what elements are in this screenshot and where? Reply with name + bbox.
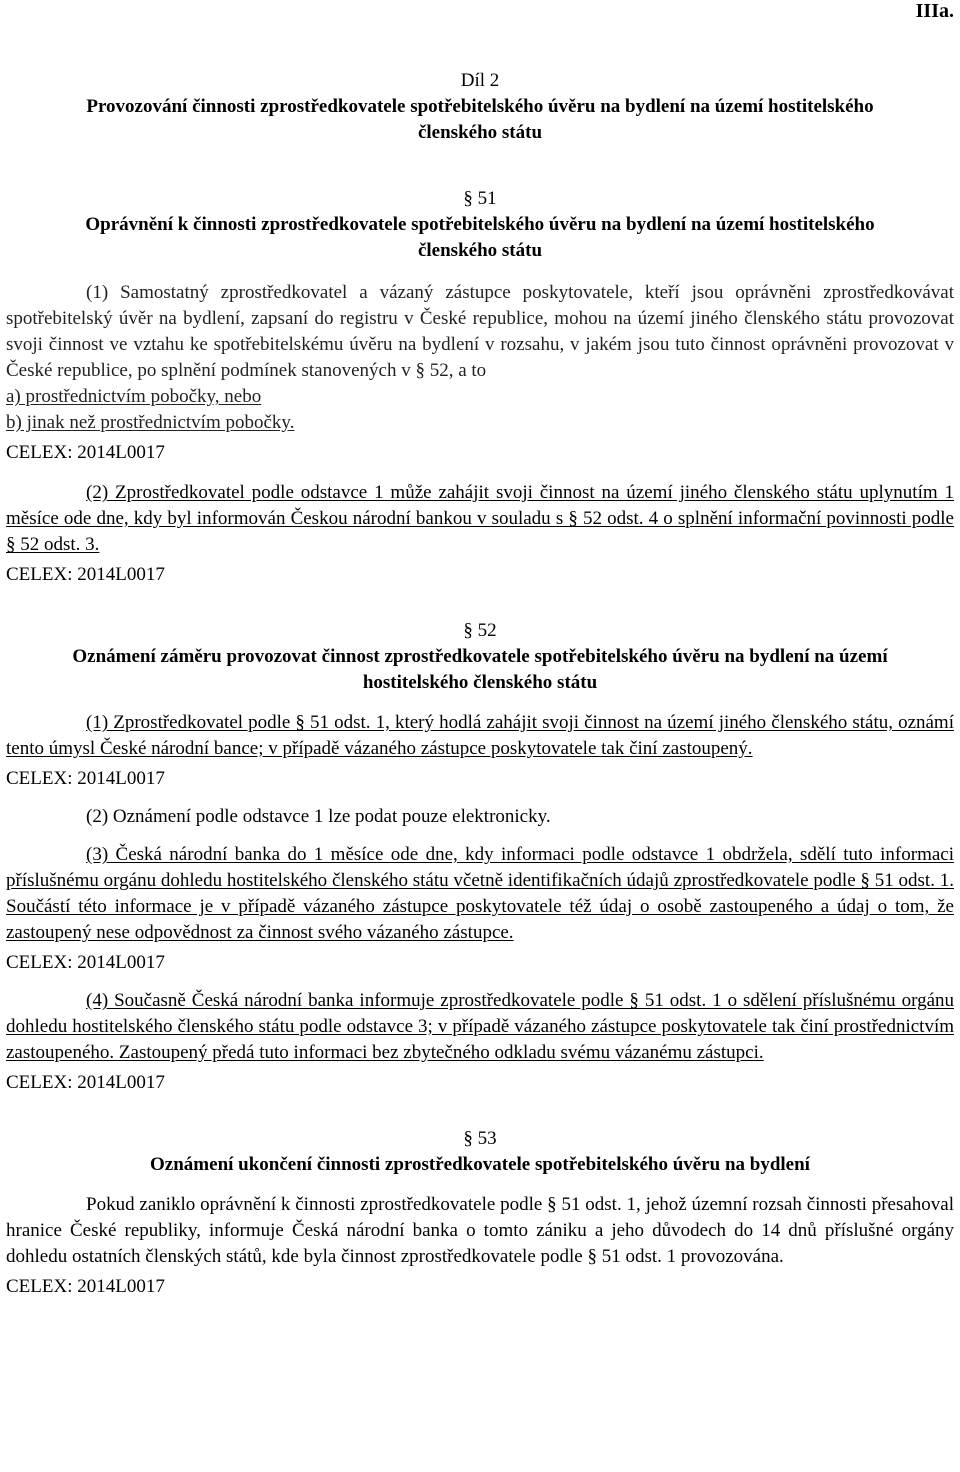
celex-reference: CELEX: 2014L0017 <box>6 1276 165 1297</box>
section-51-number: § 51 <box>463 188 497 209</box>
section-51-paragraph-2: (2) Zprostředkovatel podle odstavce 1 může zahájit svoji činnost na území jiného členského státu uplynutím 1 měsíce ode dne, kdy byl informován Českou národní bankou v souladu s § 52 odst. 4 o splnění informační povinnosti podle § 52 odst. 3. <box>6 482 954 555</box>
section-51-item-b: b) jinak než prostřednictvím pobočky. <box>6 412 295 433</box>
section-52-paragraph-4: (4) Současně Česká národní banka informuje zprostředkovatele podle § 51 odst. 1 o sdělení příslušnému orgánu dohledu hostitelského členského státu podle odstavce 3; v případě vázaného zástupce poskytovatele tak činí prostřednictvím zastoupeného. Zastoupený předá tuto informaci bez zbytečného odkladu svému vázanému zástupci. <box>6 990 954 1063</box>
division-title: Provozování činnosti zprostředkovatele spotřebitelského úvěru na bydlení na území hostitelského členského státu <box>86 96 874 143</box>
section-52-paragraph-1: (1) Zprostředkovatel podle § 51 odst. 1, který hodlá zahájit svoji činnost na území jiného členského státu, oznámí tento úmysl České národní bance; v případě vázaného zástupce poskytovatele tak činí zastoupený. <box>6 712 954 759</box>
section-52-paragraph-2: (2) Oznámení podle odstavce 1 lze podat pouze elektronicky. <box>86 806 551 827</box>
celex-reference: CELEX: 2014L0017 <box>6 564 165 585</box>
celex-reference: CELEX: 2014L0017 <box>6 768 165 789</box>
page-mark: IIIa. <box>915 0 954 22</box>
division-label: Díl 2 <box>460 70 500 91</box>
section-52-title: Oznámení záměru provozovat činnost zprostředkovatele spotřebitelského úvěru na bydlení na území hostitelského členského státu <box>72 646 888 693</box>
section-52-number: § 52 <box>463 620 497 641</box>
celex-reference: CELEX: 2014L0017 <box>6 1072 165 1093</box>
section-52-paragraph-3: (3) Česká národní banka do 1 měsíce ode dne, kdy informaci podle odstavce 1 obdržela, sdělí tuto informaci příslušnému orgánu dohledu hostitelského členského státu včetně identifikačních údajů zprostředkovatele podle § 51 odst. 1. Součástí této informace je v případě vázaného zástupce poskytovatele též údaj o osobě zastoupeného a údaj o tom, že zastoupený nese odpovědnost za činnost svého vázaného zástupce. <box>6 844 954 943</box>
celex-reference: CELEX: 2014L0017 <box>6 952 165 973</box>
section-53-title: Oznámení ukončení činnosti zprostředkovatele spotřebitelského úvěru na bydlení <box>150 1154 810 1175</box>
section-51-item-a: a) prostřednictvím pobočky, nebo <box>6 386 262 407</box>
section-51-paragraph-1: (1) Samostatný zprostředkovatel a vázaný zástupce poskytovatele, kteří jsou oprávněni zprostředkovávat spotřebitelský úvěr na bydlení, zapsaní do registru v České republice, mohou na území jiného členského státu provozovat svoji činnost ve vztahu ke spotřebitelskému úvěru na bydlení v rozsahu, v jakém jsou tuto činnost oprávněni provozovat v České republice, po splnění podmínek stanovených v § 52, a to <box>6 282 954 381</box>
section-53-number: § 53 <box>463 1128 497 1149</box>
celex-reference: CELEX: 2014L0017 <box>6 442 165 463</box>
section-51-title: Oprávnění k činnosti zprostředkovatele spotřebitelského úvěru na bydlení na území hostitelského členského státu <box>85 214 875 261</box>
section-53-paragraph-1: Pokud zaniklo oprávnění k činnosti zprostředkovatele podle § 51 odst. 1, jehož územní rozsah činnosti přesahoval hranice České republiky, informuje Česká národní banka o tomto zániku a jeho důvodech do 14 dnů příslušné orgány dohledu ostatních členských států, kde byla činnost zprostředkovatele podle § 51 odst. 1 provozována. <box>6 1194 954 1267</box>
